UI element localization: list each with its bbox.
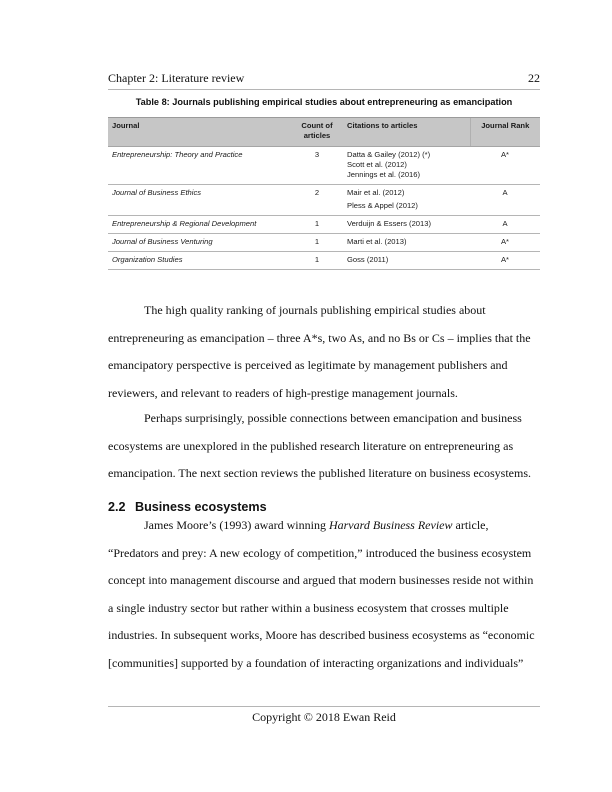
citation: Marti et al. (2013) bbox=[347, 237, 407, 246]
cell-citations bbox=[343, 252, 470, 270]
cell-journal: Organization Studies bbox=[108, 252, 291, 270]
cell-count: 1 bbox=[291, 252, 343, 270]
cell-citations bbox=[343, 147, 470, 185]
citation: Jennings et al. (2016) bbox=[347, 170, 421, 179]
chapter-title: Chapter 2: Literature review bbox=[108, 71, 245, 85]
journal-title-italic: Harvard Business Review bbox=[328, 518, 453, 532]
cell-citations bbox=[343, 185, 470, 216]
text-run: James Moore’s (1993) award winning bbox=[144, 518, 329, 532]
citation: Mair et al. (2012) bbox=[347, 188, 405, 197]
citation: Pless & Appel (2012) bbox=[347, 201, 418, 210]
cell-count: 1 bbox=[291, 216, 343, 234]
cell-citations bbox=[343, 234, 470, 252]
table-row bbox=[108, 185, 540, 216]
paragraph-connections bbox=[108, 405, 540, 488]
cell-citations bbox=[343, 216, 470, 234]
cell-journal: Entrepreneurship: Theory and Practice bbox=[108, 147, 291, 185]
citation: Scott et al. (2012) bbox=[347, 160, 407, 169]
table-header-row bbox=[108, 118, 540, 147]
paragraph-moore bbox=[108, 512, 540, 678]
cell-journal: Journal of Business Ethics bbox=[108, 185, 291, 216]
copyright-notice: Copyright © 2018 Ewan Reid bbox=[252, 710, 396, 724]
cell-rank: A bbox=[470, 185, 540, 216]
table-row bbox=[108, 147, 540, 185]
paragraph-ranking bbox=[108, 297, 540, 407]
paragraph-text: Perhaps surprisingly, possible connections between emancipation and business ecosystems are unexplored in the published research literature on entrepreneuring as emancipation. The next section reviews the published literature on business ecosystems. bbox=[108, 411, 532, 481]
table-row bbox=[108, 252, 540, 270]
cell-rank: A* bbox=[470, 252, 540, 270]
cell-count: 3 bbox=[291, 147, 343, 185]
column-header-rank: Journal Rank bbox=[470, 118, 540, 147]
column-header-journal: Journal bbox=[108, 118, 291, 147]
running-header bbox=[108, 72, 540, 90]
table-caption: Table 8: Journals publishing empirical studies about entrepreneuring as emancipation bbox=[135, 97, 513, 107]
cell-journal: Entrepreneurship & Regional Development bbox=[108, 216, 291, 234]
citation: Goss (2011) bbox=[347, 255, 389, 264]
cell-rank: A* bbox=[470, 147, 540, 185]
citation: Datta & Gailey (2012) (*) bbox=[347, 150, 431, 159]
paragraph-text bbox=[108, 512, 540, 678]
column-header-citations: Citations to articles bbox=[343, 118, 470, 147]
cell-rank: A* bbox=[470, 234, 540, 252]
table-row bbox=[108, 234, 540, 252]
column-header-count: Count of articles bbox=[291, 118, 343, 147]
journals-table bbox=[108, 117, 540, 270]
section-number: 2.2 bbox=[108, 500, 126, 514]
section-title: Business ecosystems bbox=[135, 500, 267, 514]
text-run: article, “Predators and prey: A new ecology of competition,” introduced the business ecosystem concept into management discourse and argued that modern businesses reside not within a single industry sector but rather within a business ecosystem that crosses multiple industries. In subsequent works, Moore has described business ecosystems as “economic [communities] supported by a foundation of interacting organizations and individuals” bbox=[108, 518, 535, 670]
page-footer bbox=[108, 706, 540, 725]
page-number: 22 bbox=[528, 71, 540, 85]
table-row bbox=[108, 216, 540, 234]
cell-count: 2 bbox=[291, 185, 343, 216]
cell-rank: A bbox=[470, 216, 540, 234]
citation: Verduijn & Essers (2013) bbox=[347, 219, 431, 228]
cell-journal: Journal of Business Venturing bbox=[108, 234, 291, 252]
paragraph-text: The high quality ranking of journals publishing empirical studies about entrepreneuring as emancipation – three A*s, two As, and no Bs or Cs – implies that the emancipatory perspective is perceived as legitimate by management publishers and reviewers, and relevant to readers of high-prestige management journals. bbox=[108, 303, 531, 400]
cell-count: 1 bbox=[291, 234, 343, 252]
